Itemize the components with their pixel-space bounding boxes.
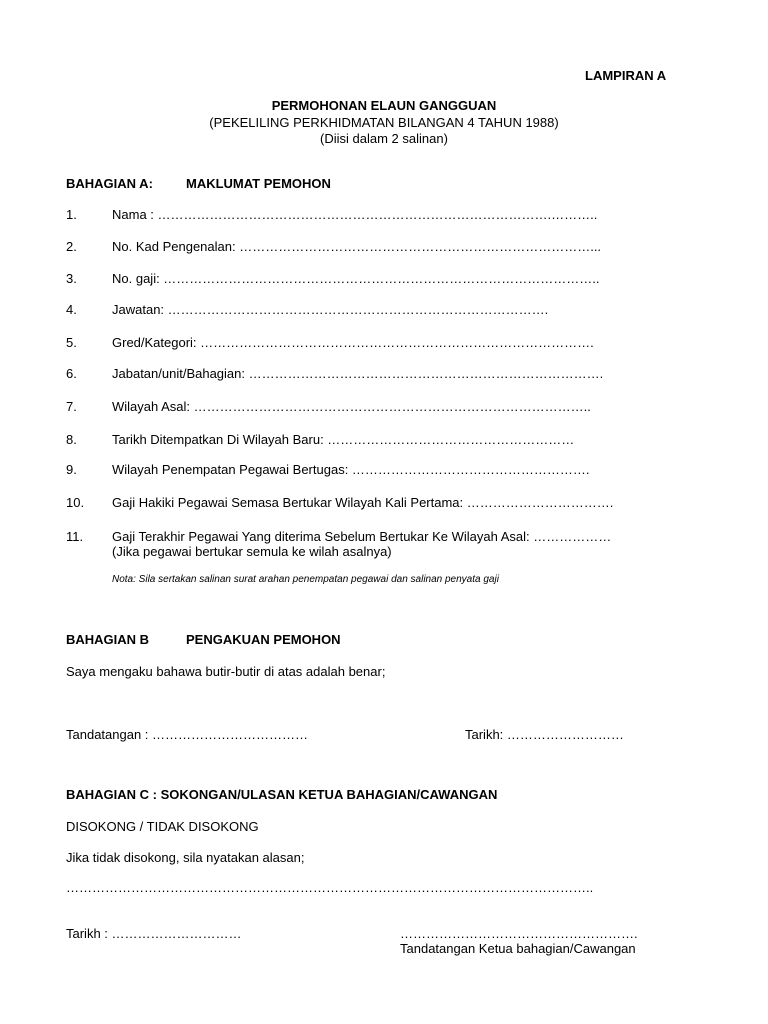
form-subtitle: (PEKELILING PERKHIDMATAN BILANGAN 4 TAHUN 1988) xyxy=(209,115,559,130)
field-jabatan[interactable]: Jabatan/unit/Bahagian: ………………………………………………………………………. xyxy=(112,366,604,381)
support-options[interactable]: DISOKONG / TIDAK DISOKONG xyxy=(66,819,259,834)
field-gred[interactable]: Gred/Kategori: ………………………………………………………………………………. xyxy=(112,335,594,350)
item-number: 7. xyxy=(66,399,77,414)
item-number: 2. xyxy=(66,239,77,254)
section-a-title: MAKLUMAT PEMOHON xyxy=(186,176,331,191)
field-gaji-hakiki[interactable]: Gaji Hakiki Pegawai Semasa Bertukar Wilayah Kali Pertama: ……………………………. xyxy=(112,495,614,510)
item-number: 6. xyxy=(66,366,77,381)
reason-field[interactable]: ………………………………………………………………………………………………………….. xyxy=(66,880,594,895)
item-number: 10. xyxy=(66,495,85,510)
item-number: 8. xyxy=(66,432,77,447)
head-date-field[interactable]: Tarikh : ………………………… xyxy=(66,926,242,941)
item-number: 11. xyxy=(66,529,84,544)
item-number: 1. xyxy=(66,207,77,222)
field-wilayah-asal[interactable]: Wilayah Asal: ……………………………………………………………………………….. xyxy=(112,399,591,414)
field-nama[interactable]: Nama : ……………………………………………………………………………….……….. xyxy=(112,207,598,222)
field-no-gaji[interactable]: No. gaji: ……………………………………………………………………………………….. xyxy=(112,271,600,286)
applicant-date-field[interactable]: Tarikh: ……………………… xyxy=(465,727,624,742)
item-11-note: (Jika pegawai bertukar semula ke wilah asalnya) xyxy=(112,544,392,559)
section-a-label: BAHAGIAN A: xyxy=(66,176,153,191)
section-b-title: PENGAKUAN PEMOHON xyxy=(186,632,341,647)
item-number: 5. xyxy=(66,335,77,350)
item-number: 3. xyxy=(66,271,77,286)
head-signature-caption: Tandatangan Ketua bahagian/Cawangan xyxy=(400,941,636,956)
form-copies-note: (Diisi dalam 2 salinan) xyxy=(320,131,448,146)
lampiran-label: LAMPIRAN A xyxy=(585,68,667,83)
field-tarikh-ditempatkan[interactable]: Tarikh Ditempatkan Di Wilayah Baru: ………………………………………………… xyxy=(112,432,575,447)
field-jawatan[interactable]: Jawatan: ……………………………………………………………………………. xyxy=(112,302,549,317)
declaration-text: Saya mengaku bahawa butir-butir di atas adalah benar; xyxy=(66,664,386,679)
item-number: 9. xyxy=(66,462,77,477)
field-wilayah-penempatan[interactable]: Wilayah Penempatan Pegawai Bertugas: ………………………………………………. xyxy=(112,462,590,477)
applicant-signature-field[interactable]: Tandatangan : ……………………………… xyxy=(66,727,309,742)
item-number: 4. xyxy=(66,302,77,317)
nota-text: Nota: Sila sertakan salinan surat arahan penempatan pegawai dan salinan penyata gaji xyxy=(112,574,499,585)
head-signature-field[interactable]: ………………………………………………. xyxy=(400,926,638,941)
field-kad-pengenalan[interactable]: No. Kad Pengenalan: ………………………………………………………………………... xyxy=(112,239,602,254)
section-c-title: BAHAGIAN C : SOKONGAN/ULASAN KETUA BAHAGIAN/CAWANGAN xyxy=(66,787,498,802)
field-gaji-terakhir[interactable]: Gaji Terakhir Pegawai Yang diterima Sebelum Bertukar Ke Wilayah Asal: ……………… xyxy=(112,529,612,544)
form-title: PERMOHONAN ELAUN GANGGUAN xyxy=(271,98,497,113)
reason-prompt: Jika tidak disokong, sila nyatakan alasan; xyxy=(66,850,305,865)
section-b-label: BAHAGIAN B xyxy=(66,632,150,647)
